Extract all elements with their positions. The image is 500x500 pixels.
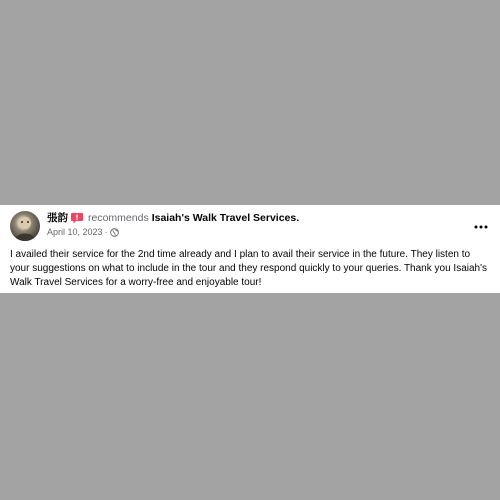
post-header [47, 212, 299, 225]
post-meta [47, 227, 119, 238]
page-name-link[interactable]: Isaiah's Walk Travel Services. [151, 212, 300, 224]
post-body: I availed their service for the 2nd time already and I plan to avail their service in the future. They listen to your suggestions on what to include in the tour and they respond quickly to your queries. Thank you Isaiah's Walk Travel Services for a worry-free and enjoyable tour! [10, 249, 488, 288]
more-options-icon[interactable] [474, 217, 488, 223]
post-date[interactable]: April 10, 2023 [47, 227, 103, 237]
recommendation-badge-icon [71, 213, 83, 224]
meta-separator: · [104, 227, 108, 237]
avatar-photo-icon [10, 211, 40, 241]
avatar[interactable] [10, 211, 40, 241]
review-post-card [0, 205, 500, 293]
author-name[interactable]: 張韵 [47, 212, 68, 224]
action-text: recommends [88, 212, 149, 224]
globe-icon [110, 228, 119, 237]
